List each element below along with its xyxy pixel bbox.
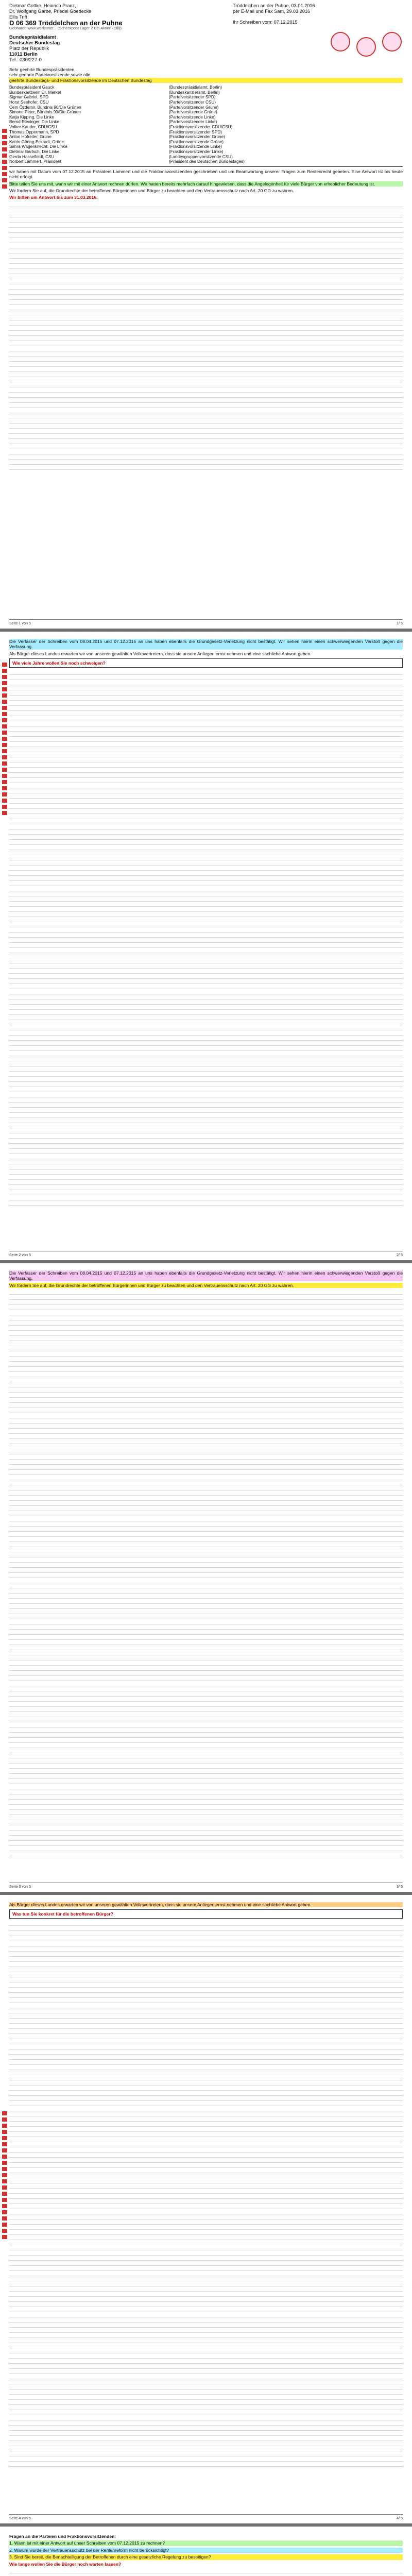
footer-left: Seite 1 von 5 <box>9 621 31 625</box>
recipient-role: (Parteivorsitzende Grüne) <box>169 110 217 115</box>
recipient-name: Gerda Hasselfeldt, CSU <box>9 154 55 159</box>
date-line-2: per E-Mail und Fax Sam, 29.03.2016 <box>233 9 311 14</box>
address-line-4: 11011 Berlin <box>9 52 38 57</box>
recipient-role: (Fraktionsvorsitzender Grüne) <box>169 134 225 140</box>
page-number: 1/ 5 <box>397 621 403 625</box>
stamp-circle <box>382 32 402 52</box>
recipient-role: (Fraktionsvorsitzende Grüne) <box>169 139 224 144</box>
paragraph: Als Bürger dieses Landes erwarten wir von unseren gewählten Volksvertretern, dass sie unsere Anliegen ernst nehmen und eine sachliche Antwort geben. <box>9 1902 403 1907</box>
recipient-role: (Parteivorsitzender SPD) <box>169 95 216 100</box>
address-line-1: Bundespräsidialamt <box>9 35 56 40</box>
recipient-name: Sahra Wagenknecht, Die Linke <box>9 144 67 149</box>
margin-marker <box>2 663 7 817</box>
recipient-name: Sigmar Gabriel, SPD <box>9 95 48 100</box>
question: 2. Warum wurde der Vertrauensschutz bei der Rentenreform nicht berücksichtigt? <box>9 2548 403 2553</box>
salutation-block <box>9 67 403 83</box>
paragraph: Wir fordern Sie auf, die Grundrechte der betroffenen Bürgerinnen und Bürger zu beachten und den Vertrauensschutz nach Art. 20 GG zu wahren. <box>9 1283 403 1288</box>
recipient-role: (Parteivorsitzender Linke) <box>169 120 217 125</box>
sender-address: D 06 369 Tröddelchen an der Puhne <box>9 19 123 27</box>
address-line-5: Tel.: 030/227-0 <box>9 57 42 63</box>
question-box <box>9 658 403 668</box>
reference-line: Ihr Schreiben vom: 07.12.2015 <box>233 20 298 25</box>
letter-page-5 <box>0 2527 412 2576</box>
recipient-role: (Fraktionsvorsitzender SPD) <box>169 129 222 134</box>
stamp-circle <box>356 37 376 57</box>
dense-text-block <box>9 1290 403 1856</box>
letter-page-2 <box>0 632 412 1260</box>
paragraph: Wir fordern Sie auf, die Grundrechte der betroffenen Bürgerinnen und Bürger zu beachten und den Vertrauensschutz nach Art. 20 GG zu wahren. <box>9 188 294 193</box>
box-question: Wie viele Jahre wollen Sie noch schweigen? <box>12 660 106 666</box>
page-number: 3/ 5 <box>397 1884 403 1889</box>
dense-text-block <box>9 670 403 1206</box>
paragraph: wir haben mit Datum vom 07.12.2015 an Präsident Lammert und die Fraktionsvorsitzenden geschrieben und um Beantwortung unserer Fragen zum Rentenrecht gebeten. Eine Antwort ist bis heute nicht erfolgt. <box>9 168 403 180</box>
dense-text-block <box>9 2568 403 2576</box>
recipient-name: Bernd Riexinger, Die Linke <box>9 120 59 125</box>
recipient-role: (Bundeskanzleramt, Berlin) <box>169 90 220 95</box>
recipient-name: Katja Kipping, Die Linke <box>9 114 54 120</box>
recipient-list <box>9 85 403 164</box>
recipient-role: (Präsident des Deutschen Bundestages) <box>169 159 245 164</box>
page-footer <box>9 1251 403 1257</box>
paragraph: Die Verfasser der Schreiben vom 08.04.2015 und 07.12.2015 an uns haben ebenfalls die Grundgesetz-Verletzung nicht bestätigt. Wir sehen hierin einen schwerwiegenden Verstoß gegen die Verfassung. <box>9 639 403 650</box>
recipient-name: Anton Hofreiter, Grüne <box>9 134 52 140</box>
stamp-graphic <box>331 32 403 68</box>
recipient-role: (Parteivorsitzende Linke) <box>169 114 216 120</box>
page-number: 2/ 5 <box>397 1252 403 1257</box>
page-number: 4/ 5 <box>397 2516 403 2520</box>
paragraph: Bitte teilen Sie uns mit, wann wir mit einer Antwort rechnen dürfen. Wir hatten bereits mehrfach darauf hingewiesen, dass die Angelegenheit für viele Bürger von erheblicher Bedeutung ist. <box>9 181 403 187</box>
margin-marker <box>2 2111 7 2240</box>
intro-2: geehrte Bundestags- und Fraktionsvorsitzende im Deutschen Bundestag <box>9 78 403 83</box>
footer-left: Seite 2 von 5 <box>9 1252 31 1257</box>
paragraph: Als Bürger dieses Landes erwarten wir von unseren gewählten Volksvertretern, dass sie unsere Anliegen ernst nehmen und eine sachliche Antwort geben. <box>9 651 312 656</box>
salutation: Sehr geehrte Bundespräsidenten, <box>9 67 76 72</box>
recipient-name: Katrin Göring-Eckardt, Grüne <box>9 139 64 144</box>
recipient-name: Cem Özdemir, Bündnis 90/Die Grünen <box>9 105 81 110</box>
date-line: Tröddelchen an der Puhne, 03.01.2016 <box>233 3 315 8</box>
body-text-1 <box>9 169 403 200</box>
page-footer <box>9 619 403 625</box>
letter-header <box>9 3 403 26</box>
recipient-name: Bundespräsident Gauck <box>9 85 55 90</box>
dense-text-block <box>9 1921 403 2467</box>
margin-marker <box>2 129 7 191</box>
page-footer <box>9 2514 403 2520</box>
highlight-deadline: Wir bitten um Antwort bis zum 31.03.2016. <box>9 195 98 200</box>
footer-left: Seite 3 von 5 <box>9 1884 31 1889</box>
recipient-role: (Fraktionsvorsitzende Linke) <box>169 144 222 149</box>
box-question: Was tun Sie konkret für die betroffenen Bürger? <box>12 1911 113 1917</box>
recipient-name: Bundeskanzlerin Dr. Merkel <box>9 90 61 95</box>
address-line-2: Deutscher Bundestag <box>9 40 60 46</box>
recipient-role: (Fraktionsvorsitzender CDU/CSU) <box>169 124 233 129</box>
sender-names: Dietmar Gottke, Heinrich Pranz, <box>9 3 76 8</box>
questions-block <box>9 2534 403 2567</box>
body-text-2 <box>9 639 403 656</box>
recipient-role: (Parteivorsitzender Grüne) <box>169 105 219 110</box>
intro-1: sehr geehrte Parteivorsitzende sowie alle <box>9 72 91 78</box>
contact-line: Gebhardt: www.werlesner... (Scheckpost Lager 2 Bei Aktien (Dill)) <box>9 26 122 30</box>
footer-left: Seite 4 von 5 <box>9 2516 31 2520</box>
recipient-role: (Parteivorsitzender CSU) <box>169 100 216 105</box>
recipient-name: Volker Kauder, CDU/CSU <box>9 124 57 129</box>
letter-page-1 <box>0 0 412 629</box>
body-text-3 <box>9 1270 403 1288</box>
sender-names-2: Dr. Wolfgang Garbe, Priedel Goedecke <box>9 9 92 14</box>
questions-title: Fragen an die Parteien und Fraktionsvorsitzenden: <box>9 2534 116 2539</box>
recipient-name: Horst Seehofer, CSU <box>9 100 49 105</box>
recipient-role: (Fraktionsvorsitzender Linke) <box>169 149 224 154</box>
page-footer <box>9 1883 403 1889</box>
address-line-3: Platz der Republik <box>9 46 49 52</box>
paragraph: Die Verfasser der Schreiben vom 08.04.2015 und 07.12.2015 an uns haben ebenfalls die Grundgesetz-Verletzung nicht bestätigt. Wir sehen hierin einen schwerwiegenden Verstoß gegen die Verfassung. <box>9 1270 403 1281</box>
question: 3. Sind Sie bereit, die Benachteiligung der Betroffenen durch eine gesetzliche Regelung zu beseitigen? <box>9 2554 403 2560</box>
sender-city: Ellis Trift <box>9 14 27 20</box>
letter-page-3 <box>0 1263 412 1892</box>
recipient-role: (Bundespräsidialamt, Berlin) <box>169 85 222 90</box>
body-text-4 <box>9 1902 403 1907</box>
dense-text-block <box>9 202 403 470</box>
question: 1. Wann ist mit einer Antwort auf unser Schreiben vom 07.12.2015 zu rechnen? <box>9 2540 403 2546</box>
stamp-circle <box>331 32 350 52</box>
letter-page-4 <box>0 1895 412 2523</box>
recipient-name: Simone Peter, Bündnis 90/Die Grünen <box>9 110 81 115</box>
recipient-name: Thomas Oppermann, SPD <box>9 129 59 134</box>
highlight-question: Wie lange wollen Sie die Bürger noch warten lassen? <box>9 2561 122 2567</box>
recipient-name: Dietmar Bartsch, Die Linke <box>9 149 60 154</box>
question-box <box>9 1909 403 1919</box>
recipient-name: Norbert Lammert, Präsident <box>9 159 62 164</box>
recipient-role: (Landesgruppenvorsitzende CSU) <box>169 154 233 159</box>
divider <box>9 166 403 167</box>
